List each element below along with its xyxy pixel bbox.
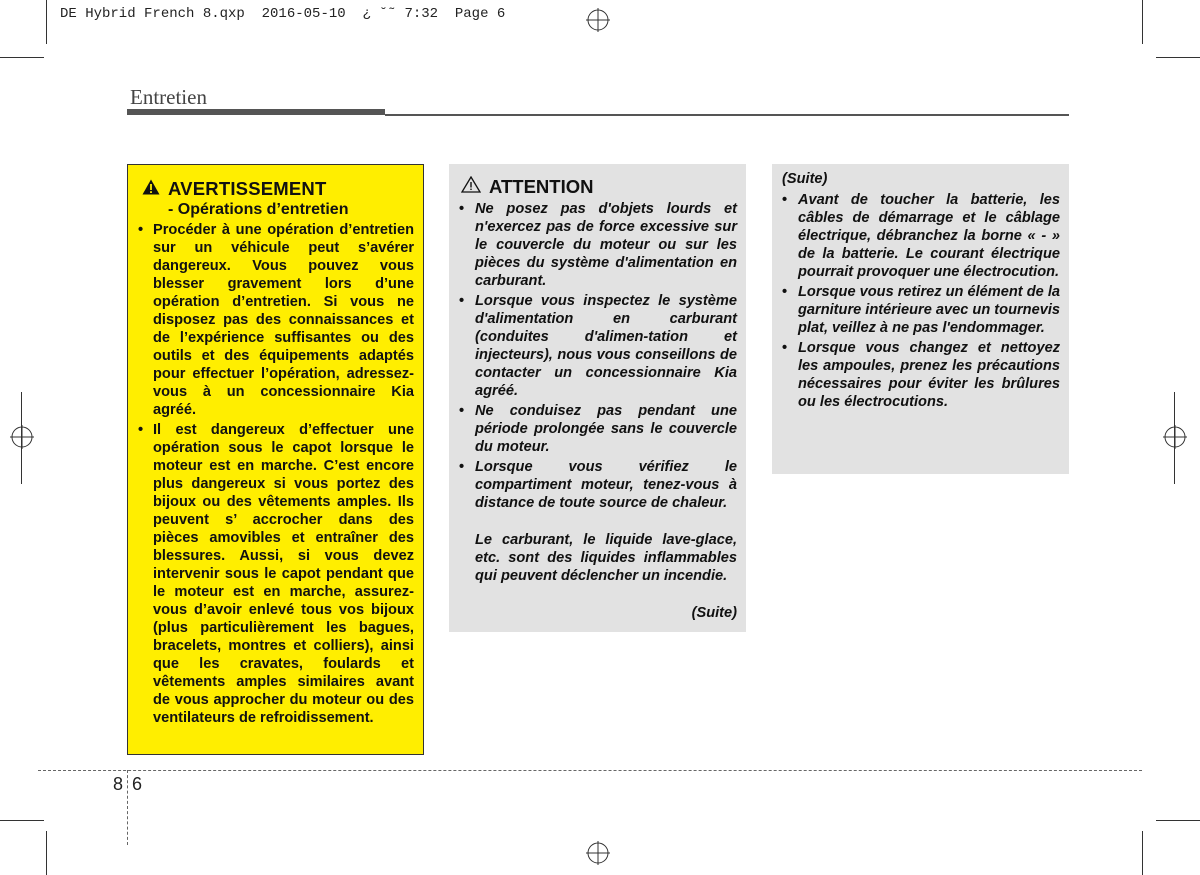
warning-title: AVERTISSEMENT	[168, 178, 327, 199]
section-title: Entretien	[130, 85, 207, 109]
continuation-item: • Lorsque vous changez et nettoyez les ampoules, prenez les précautions nécessaires pour éviter les brûlures ou les électrocutions.	[782, 339, 1060, 411]
attention-header	[461, 176, 593, 198]
warning-item: • Procéder à une opération d’entretien sur un véhicule peut s’avérer dangereux. Vous pouvez vous blesser gravement lors d’une opération d’entretien. Si vous ne disposez pas des connaissances et de l’expérience suffisantes ou des outils et des équipements adaptés pour effectuer l’opération, adressez-vous à un concessionnaire Kia agréé.	[138, 221, 414, 419]
attention-item: • Lorsque vous vérifiez le compartiment moteur, tenez-vous à distance de toute source de chaleur.	[459, 458, 737, 512]
warning-header	[142, 178, 327, 200]
printer-mark: DE Hybrid French 8.qxp 2016-05-10 ¿ ˘˜ 7:32 Page 6	[60, 6, 506, 22]
attention-item: • Lorsque vous inspectez le système d'alimentation en carburant (conduites d'alimen-tation et injecteurs), nous vous conseillons de contacter un concessionnaire Kia agréé.	[459, 292, 737, 400]
continuation-list	[782, 191, 1060, 413]
page-number: 6	[132, 774, 143, 794]
footer-rule	[38, 770, 1142, 771]
caution-triangle-icon	[461, 176, 481, 198]
crop-mark	[1174, 392, 1175, 484]
crop-mark	[1156, 820, 1200, 821]
registration-mark-icon	[1163, 425, 1187, 449]
crop-mark	[0, 820, 44, 821]
crop-mark	[0, 57, 44, 58]
chapter-number: 8	[113, 774, 124, 794]
warning-box	[127, 164, 424, 755]
registration-mark-icon	[10, 425, 34, 449]
crop-mark	[21, 392, 22, 484]
attention-item: • Ne conduisez pas pendant une période prolongée sans le couvercle du moteur.	[459, 402, 737, 456]
warning-item: • Il est dangereux d’effectuer une opération sous le capot lorsque le moteur est en marche. C’est encore plus dangereux si vous portez des bijoux ou des vêtements amples. Ils peuvent s’ accrocher dans des pièces amovibles et entraîner des blessures. Aussi, si vous devez intervenir sous le capot pendant que le moteur est en marche, assurez-vous d’avoir enlevé tous vos bijoux (plus particulièrement les bagues, bracelets, montres et colliers), ainsi que les cravates, foulards et vêtements amples similaires avant de vous approcher du moteur ou des ventilateurs de refroidissement.	[138, 421, 414, 727]
registration-mark-icon	[586, 8, 610, 32]
continuation-box	[772, 164, 1069, 474]
continuation-suite-label: (Suite)	[782, 171, 828, 187]
attention-box	[449, 164, 746, 632]
continuation-item: • Avant de toucher la batterie, les câbles de démarrage et le câblage électrique, débranchez la borne « - » de la batterie. Le courant électrique pourrait provoquer une électrocution.	[782, 191, 1060, 281]
footer-divider	[127, 770, 128, 845]
crop-mark	[1142, 831, 1143, 875]
crop-mark	[46, 831, 47, 875]
crop-mark	[46, 0, 47, 44]
attention-paragraph: Le carburant, le liquide lave-glace, etc. sont des liquides inflammables qui peuvent déclencher un incendie.	[475, 532, 737, 584]
header-rule-thin	[385, 114, 1069, 116]
crop-mark	[1156, 57, 1200, 58]
attention-suite-label: (Suite)	[691, 605, 737, 621]
warning-subtitle: - Opérations d’entretien	[168, 201, 349, 218]
attention-item: • Ne posez pas d'objets lourds et n'exercez pas de force excessive sur le couvercle du moteur ou sur les pièces du système d'alimentation en carburant.	[459, 200, 737, 290]
continuation-item: • Lorsque vous retirez un élément de la garniture intérieure avec un tournevis plat, veillez à ne pas l'endommager.	[782, 283, 1060, 337]
crop-mark	[1142, 0, 1143, 44]
registration-mark-icon	[586, 841, 610, 865]
warning-list	[138, 221, 414, 729]
attention-list	[459, 200, 737, 514]
header-rule-thick	[127, 109, 385, 115]
warning-triangle-icon	[142, 179, 160, 200]
attention-title: ATTENTION	[489, 176, 594, 197]
